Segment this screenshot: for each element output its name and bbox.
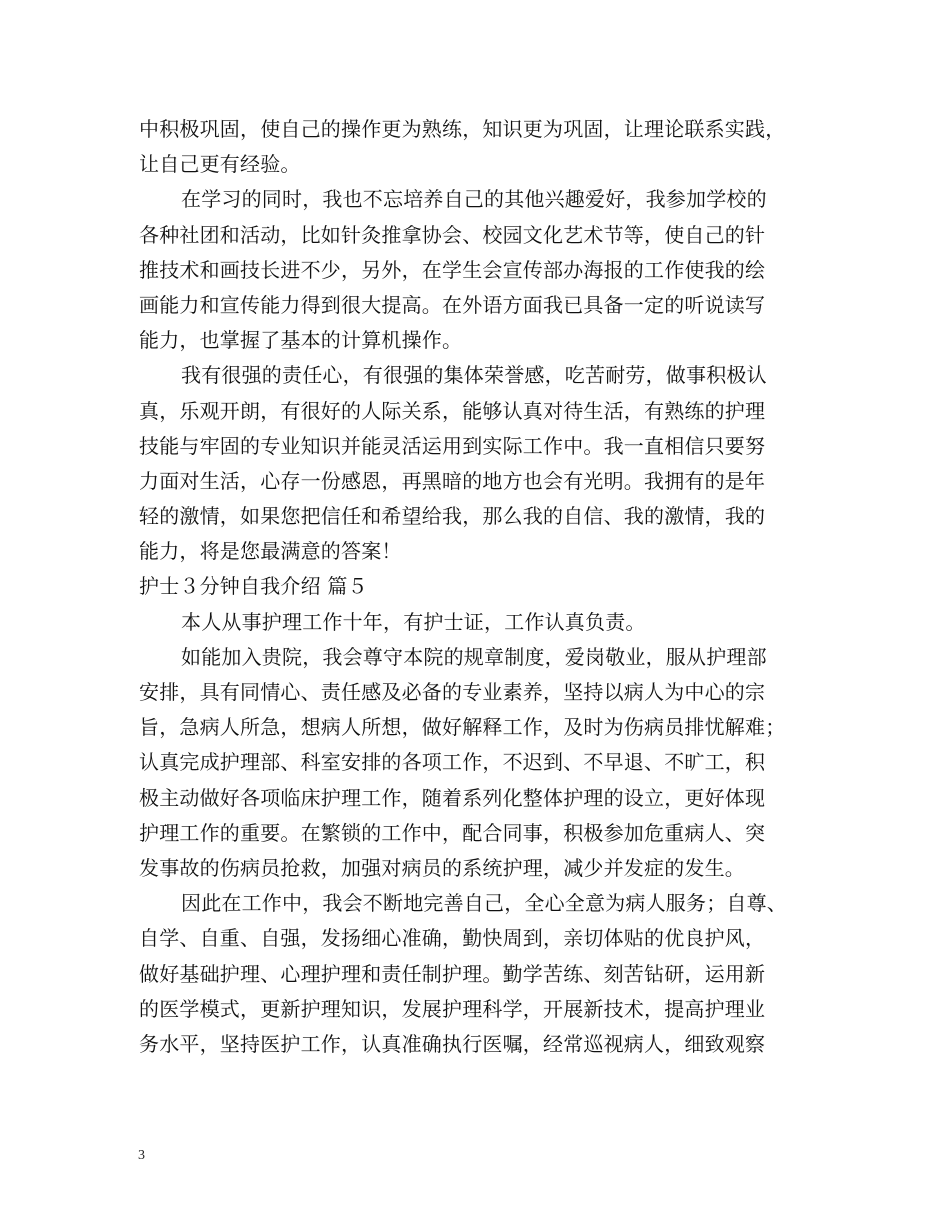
- text-line: 做好基础护理、心理护理和责任制护理。勤学苦练、刻苦钻研，运用新: [139, 961, 766, 986]
- text-line: 能力，将是您最满意的答案！: [139, 539, 402, 564]
- document-body: [139, 112, 829, 1062]
- text-line: 安排，具有同情心、责任感及必备的专业素养，坚持以病人为中心的宗: [139, 680, 766, 704]
- paragraph-start-line: 如能加入贵院，我会尊守本院的规章制度，爱岗敬业，服从护理部: [181, 644, 767, 669]
- text-line: 旨，急病人所急，想病人所想，做好解释工作，及时为伤病员排忧解难；: [139, 715, 786, 740]
- paragraph-start-line: 因此在工作中，我会不断地完善自己，全心全意为病人服务；自尊、: [181, 891, 787, 916]
- paragraph-start-line: 本人从事护理工作十年，有护士证，工作认真负责。: [181, 609, 646, 634]
- text-line: 能力，也掌握了基本的计算机操作。: [139, 328, 463, 353]
- text-line: 技能与牢固的专业知识并能灵活运用到实际工作中。我一直相信只要努: [139, 433, 766, 458]
- text-line: 护理工作的重要。在繁锁的工作中，配合同事，积极参加危重病人、突: [139, 820, 766, 845]
- text-line: 极主动做好各项临床护理工作，随着系列化整体护理的设立，更好体现: [139, 785, 766, 810]
- text-line: 认真完成护理部、科室安排的各项工作，不迟到、不早退、不旷工，积: [139, 750, 766, 775]
- text-line: 画能力和宣传能力得到很大提高。在外语方面我已具备一定的听说读写: [139, 292, 766, 317]
- paragraph-start-line: 我有很强的责任心，有很强的集体荣誉感，吃苦耐劳，做事积极认: [181, 363, 767, 388]
- section-heading: 护士３分钟自我介绍 篇５: [139, 574, 368, 599]
- text-line: 让自己更有经验。: [139, 152, 301, 177]
- text-line: 真，乐观开朗，有很好的人际关系，能够认真对待生活，有熟练的护理: [139, 398, 766, 423]
- text-line: 推技术和画技长进不少，另外，在学生会宣传部办海报的工作使我的绘: [139, 257, 766, 282]
- text-line: 务水平，坚持医护工作，认真准确执行医嘱，经常巡视病人，细致观察: [139, 1031, 766, 1056]
- text-line: 力面对生活，心存一份感恩，再黑暗的地方也会有光明。我拥有的是年: [139, 468, 766, 493]
- paragraph-start-line: 在学习的同时，我也不忘培养自己的其他兴趣爱好，我参加学校的: [181, 187, 767, 212]
- text-line: 的医学模式，更新护理知识，发展护理科学，开展新技术，提高护理业: [139, 996, 766, 1021]
- text-line: 轻的激情，如果您把信任和希望给我，那么我的自信、我的激情，我的: [139, 504, 766, 529]
- page-number: 3: [138, 1148, 145, 1163]
- text-line: 各种社团和活动，比如针灸推拿协会、校园文化艺术节等，使自己的针: [139, 222, 766, 247]
- text-line: 自学、自重、自强，发扬细心准确，勤快周到，亲切体贴的优良护风，: [139, 926, 766, 951]
- text-line: 中积极巩固，使自己的操作更为熟练，知识更为巩固，让理论联系实践，: [139, 117, 786, 141]
- text-line: 发事故的伤病员抢救，加强对病员的系统护理，减少并发症的发生。: [139, 855, 745, 880]
